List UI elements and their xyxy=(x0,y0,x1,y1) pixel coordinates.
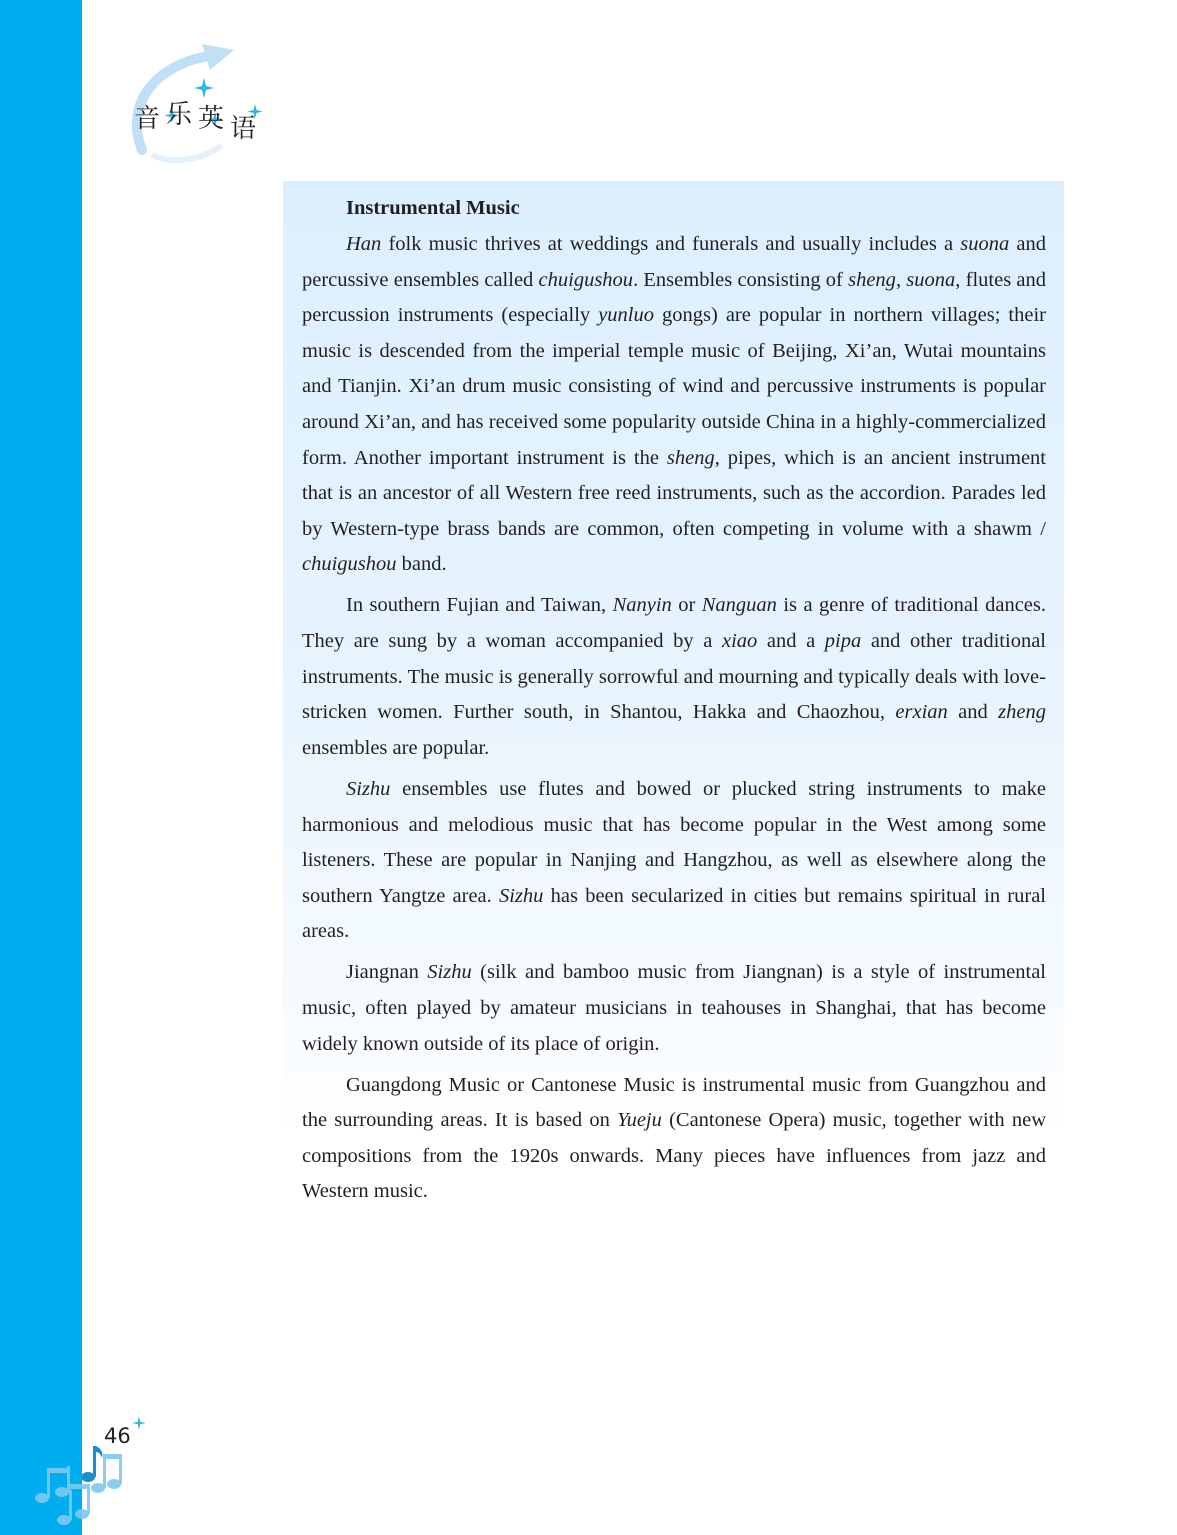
sparkle-icon xyxy=(132,1416,146,1430)
italic-term: chuigushou xyxy=(538,268,634,291)
text-run: has been secularized in cities but remains spiritual in rural areas. xyxy=(302,884,1046,943)
italic-term: Nanyin xyxy=(612,594,672,617)
italic-term: xiao xyxy=(721,630,758,653)
music-notes-icon xyxy=(0,1440,140,1535)
paragraph xyxy=(302,588,1046,766)
italic-term: chuigushou xyxy=(302,553,397,576)
text-run: ensembles are popular. xyxy=(302,736,490,759)
text-run: Guangdong Music or Cantonese Music is instrumental music from Guangzhou and the surrounding areas. It is based on xyxy=(302,1073,1046,1132)
italic-term: suona xyxy=(906,268,956,291)
text-run: and percussive ensembles called xyxy=(302,233,1046,291)
page-number-text: 46 xyxy=(104,1424,131,1448)
section-title: Instrumental Music xyxy=(346,197,520,219)
paragraph xyxy=(302,1068,1046,1210)
italic-term: zheng xyxy=(998,701,1046,724)
paragraph xyxy=(302,772,1046,950)
italic-term: Nanguan xyxy=(701,594,777,617)
italic-term: Yueju xyxy=(617,1109,662,1132)
text-run: In southern Fujian and Taiwan, xyxy=(346,594,613,617)
italic-term: Han xyxy=(346,233,382,255)
text-run: gongs) are popular in northern villages; their music is descended from the imperial temple music of Beijing, Xi’an, Wutai mountains and Tianjin. Xi’an drum music consisting of wind and percussive instruments is popular around Xi’an, and has received some popularity outside China in a highly-commercialized form. Another important instrument is the xyxy=(302,304,1046,469)
paragraph xyxy=(302,955,1046,1062)
text-run: Jiangnan xyxy=(346,961,428,984)
header-logo xyxy=(122,40,302,165)
italic-term: pipa xyxy=(824,630,862,653)
paragraph xyxy=(302,227,1046,583)
italic-term: sheng xyxy=(666,446,715,469)
text-run: , pipes, which is an ancient instrument that is an ancestor of all Western free reed instruments, such as the accordion. Parades led by Western-type brass bands are common, often competing in volume with a shawm / xyxy=(302,446,1046,540)
logo-char: 音 xyxy=(134,104,167,134)
text-run: and xyxy=(947,701,999,724)
text-run: or xyxy=(671,594,702,617)
italic-term: suona xyxy=(960,233,1010,255)
text-run: , flutes and percussion instruments (especially xyxy=(302,268,1046,327)
italic-term: erxian xyxy=(895,701,948,724)
left-color-band xyxy=(0,0,82,1535)
text-run: and other traditional instruments. The music is generally sorrowful and mourning and typically deals with love-stricken women. Further south, in Shantou, Hakka and Chaozhou, xyxy=(302,630,1046,724)
logo-char: 语 xyxy=(230,114,263,144)
logo-char: 乐 xyxy=(166,100,199,130)
text-run: (silk and bamboo music from Jiangnan) is a style of instrumental music, often played by amateur musicians in teahouses in Shanghai, that has become widely known outside of its place of origin. xyxy=(302,961,1046,1055)
text-run: is a genre of traditional dances. They are sung by a woman accompanied by a xyxy=(302,594,1047,653)
text-run: (Cantonese Opera) music, together with new compositions from the 1920s onwards. Many pieces have influences from jazz and Western music. xyxy=(302,1109,1047,1203)
text-run: . Ensembles consisting of xyxy=(633,268,849,291)
italic-term: Sizhu xyxy=(427,961,472,984)
text-run: and a xyxy=(757,630,825,653)
text-run: band. xyxy=(396,553,447,576)
text-run: , xyxy=(895,268,907,291)
text-run: folk music thrives at weddings and funerals and usually includes a xyxy=(381,233,961,255)
text-run: ensembles use flutes and bowed or plucked string instruments to make harmonious and melodious music that has become popular in the West among some listeners. These are popular in Nanjing and Hangzhou, as well as elsewhere along the southern Yangtze area. xyxy=(302,777,1046,907)
italic-term: sheng xyxy=(848,268,896,291)
logo-char: 英 xyxy=(198,104,231,134)
logo-text xyxy=(134,98,263,144)
italic-term: Sizhu xyxy=(346,777,391,800)
article-content xyxy=(302,194,1046,1216)
italic-term: yunluo xyxy=(598,304,654,327)
italic-term: Sizhu xyxy=(499,884,544,907)
